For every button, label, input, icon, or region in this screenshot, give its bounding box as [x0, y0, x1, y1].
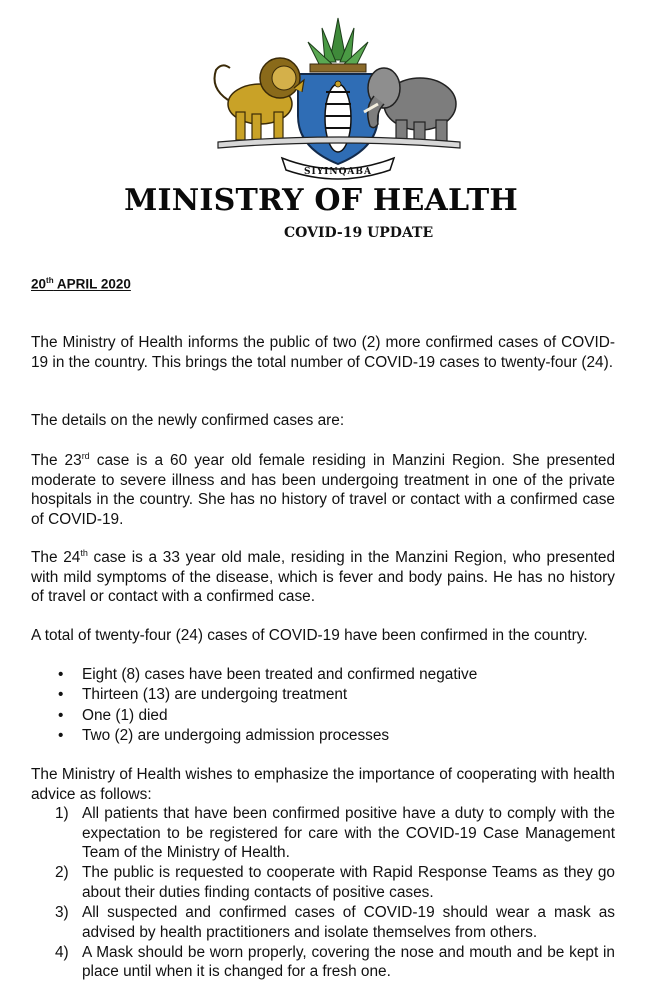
- list-item: [31, 726, 615, 746]
- case-24-pre: The 24: [31, 549, 81, 566]
- plume-icon: [308, 18, 368, 72]
- lion-icon: [215, 58, 305, 140]
- coat-of-arms-emblem: [198, 8, 478, 184]
- case-23-text: case is a 60 year old female residing in Manzini Region. She presented moderate to severe illness and has been undergoing treatment in one of the private hospitals in the country. She has no history of travel or contact with a confirmed case of COVID-19.: [31, 452, 616, 528]
- date-day: 20: [31, 276, 47, 292]
- date-suffix: th: [46, 276, 54, 285]
- date-month-year: APRIL 2020: [53, 276, 131, 292]
- case-23-paragraph: [31, 451, 615, 529]
- list-number: 3): [55, 903, 69, 921]
- case-24-suffix: th: [80, 547, 88, 558]
- details-heading: The details on the newly confirmed cases are:: [31, 412, 345, 429]
- list-item: [31, 685, 615, 705]
- list-number: 1): [55, 805, 69, 822]
- list-item-text: One (1) died: [82, 706, 168, 724]
- list-number: 4): [55, 943, 69, 961]
- case-24-text: case is a 33 year old male, residing in the Manzini Region, who presented with mild symptoms of the disease, which is fever and body pains. He has no history of travel or contact with a confirmed case.: [31, 549, 615, 606]
- bullet-icon: •: [58, 666, 64, 683]
- document-subtitle: COVID-19 UPDATE: [284, 225, 434, 241]
- list-item: [31, 943, 615, 982]
- document-date: [31, 276, 131, 292]
- bullet-icon: •: [58, 727, 64, 745]
- bullet-icon: •: [58, 706, 64, 724]
- list-item-text: Two (2) are undergoing admission processes: [82, 727, 390, 745]
- list-item: [31, 706, 615, 726]
- ministry-title: MINISTRY OF HEALTH: [124, 183, 518, 218]
- list-number: 2): [55, 864, 69, 882]
- list-item: [31, 863, 615, 902]
- bullet-icon: •: [58, 686, 64, 704]
- advice-list: [31, 804, 615, 982]
- list-item: [31, 665, 615, 685]
- case-status-list: [31, 665, 615, 747]
- case-23-pre: The 23: [31, 452, 82, 469]
- case-23-suffix: rd: [81, 450, 90, 461]
- total-cases-paragraph: A total of twenty-four (24) cases of COVID-19 have been confirmed in the country.: [31, 627, 588, 644]
- intro-paragraph: The Ministry of Health informs the public of two (2) more confirmed cases of COVID-19 in the country. This brings the total number of COVID-19 cases to twenty-four (24).: [31, 334, 615, 371]
- list-item: [31, 804, 615, 863]
- list-item: [31, 903, 615, 942]
- list-item-text: All suspected and confirmed cases of COVID-19 should wear a mask as advised by health practitioners and isolate themselves from others.: [82, 903, 615, 941]
- motto-text: SIYINQABA: [304, 167, 372, 177]
- list-item-text: The public is requested to cooperate with Rapid Response Teams as they go about their duties finding contacts of positive cases.: [82, 864, 615, 901]
- list-item-text: Thirteen (13) are undergoing treatment: [82, 686, 348, 704]
- list-item-text: A Mask should be worn properly, covering the nose and mouth and be kept in place until when it is changed for a fresh one.: [82, 943, 615, 981]
- list-item-text: All patients that have been confirmed positive have a duty to comply with the expectation to be registered for care with the COVID-19 Case Management Team of the Ministry of Health.: [82, 805, 615, 862]
- elephant-icon: [364, 68, 456, 142]
- shield-icon: [298, 74, 378, 164]
- case-24-paragraph: [31, 548, 615, 607]
- list-item-text: Eight (8) cases have been treated and confirmed negative: [82, 666, 478, 683]
- advice-intro-paragraph: The Ministry of Health wishes to emphasize the importance of cooperating with health advice as follows:: [31, 766, 615, 803]
